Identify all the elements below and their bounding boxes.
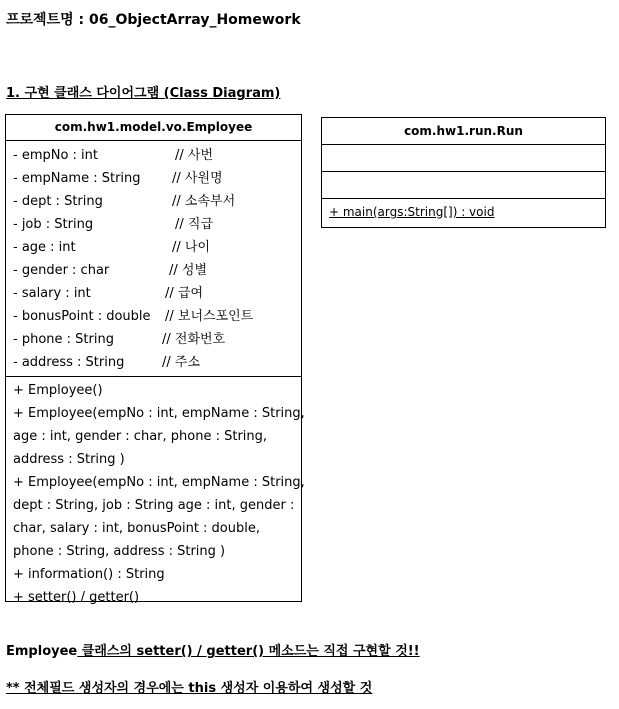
field-row: [6, 236, 301, 259]
note-class-name: Employee: [6, 644, 78, 659]
run-empty-compartment: [322, 172, 605, 199]
method-line: + Employee(empNo : int, empName : String,: [13, 475, 305, 490]
field-decl: - phone : String: [13, 332, 114, 347]
field-comment: // 나이: [172, 240, 211, 255]
method-line: dept : String, job : String age : int, gender :: [13, 498, 295, 513]
note-setter-getter: [6, 640, 420, 659]
method-line: age : int, gender : char, phone : String,: [13, 429, 268, 444]
field-comment: // 소속부서: [172, 194, 236, 209]
field-comment: // 주소: [162, 355, 201, 370]
field-decl: - empNo : int: [13, 148, 99, 163]
employee-class-box: [5, 114, 305, 605]
field-comment: // 보너스포인트: [165, 309, 254, 324]
field-comment: // 급여: [165, 286, 204, 301]
field-row: [6, 328, 301, 351]
field-decl: - salary : int: [13, 286, 91, 301]
field-row: [6, 351, 301, 374]
field-comment: // 사원명: [172, 171, 223, 186]
field-comment: // 사번: [175, 148, 214, 163]
field-row: [6, 144, 301, 167]
section-heading: 1. 구현 클래스 다이어그램 (Class Diagram): [6, 86, 281, 101]
field-row: [6, 213, 301, 236]
method-line: address : String ): [13, 452, 125, 467]
field-decl: - age : int: [13, 240, 76, 255]
method-line: + information() : String: [13, 567, 165, 582]
field-comment: // 전화번호: [162, 332, 226, 347]
project-title: 프로젝트명 : 06_ObjectArray_Homework: [6, 12, 301, 28]
run-fields-compartment: [322, 145, 605, 172]
field-decl: - bonusPoint : double: [13, 309, 151, 324]
run-method: [322, 199, 605, 225]
employee-methods: [6, 377, 305, 609]
method-line: phone : String, address : String ): [13, 544, 226, 559]
main-method: + main(args:String[]) : void: [329, 205, 495, 219]
field-row: [6, 282, 301, 305]
method-line: char, salary : int, bonusPoint : double,: [13, 521, 260, 536]
field-row: [6, 305, 301, 328]
field-row: [6, 190, 301, 213]
field-decl: - dept : String: [13, 194, 103, 209]
field-row: [6, 167, 301, 190]
employee-fields: [6, 141, 301, 377]
method-line: + Employee(): [13, 383, 103, 398]
field-decl: - job : String: [13, 217, 94, 232]
field-row: [6, 259, 301, 282]
field-decl: - address : String: [13, 355, 125, 370]
field-decl: - gender : char: [13, 263, 110, 278]
run-class-box: [321, 117, 606, 228]
method-line: + Employee(empNo : int, empName : String,: [13, 406, 305, 421]
employee-class-name: com.hw1.model.vo.Employee: [6, 115, 301, 141]
field-decl: - empName : String: [13, 171, 141, 186]
field-comment: // 성별: [169, 263, 208, 278]
note-rest: 클래스의 setter() / getter() 메소드는 직접 구현할 것!!: [77, 644, 420, 659]
run-class-name: com.hw1.run.Run: [322, 118, 605, 145]
note-this-constructor: ** 전체필드 생성자의 경우에는 this 생성자 이용하여 생성할 것: [6, 681, 373, 696]
method-line: + setter() / getter(): [13, 590, 140, 605]
field-comment: // 직급: [175, 217, 214, 232]
